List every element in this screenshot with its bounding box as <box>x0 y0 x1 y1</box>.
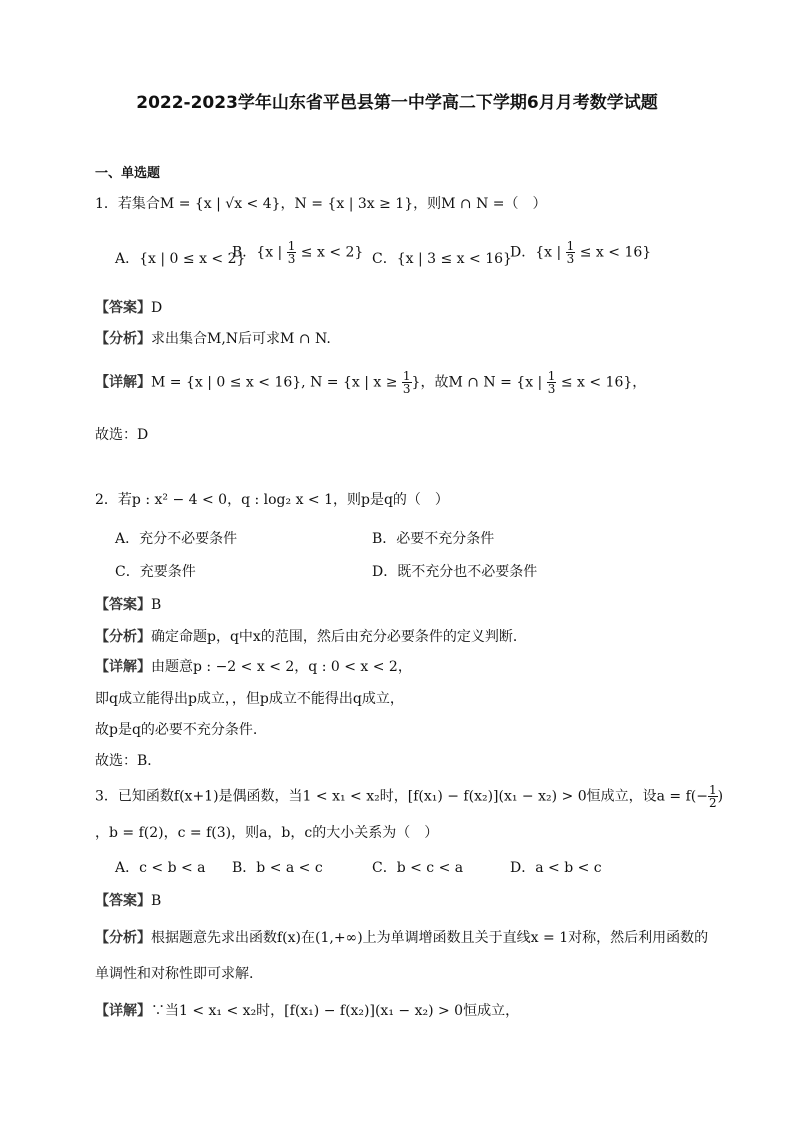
fraction: $\frac{1}{3}$ <box>547 369 556 396</box>
q2-detail: 【详解】由题意p : −2 < x < 2，q : 0 < x < 2， <box>95 659 412 675</box>
q1-option-b: B．{x | $\frac{1}{3}$ ≤ x < 2} <box>232 239 364 266</box>
q1-choose: 故选：D <box>95 427 149 443</box>
q2-detail-line3: 故p是q的必要不充分条件. <box>95 722 258 738</box>
q1-option-a: A．{x | 0 ≤ x < 2} <box>115 251 246 267</box>
q2-stem: 2．若p : x² − 4 < 0，q : log₂ x < 1，则p是q的（ ） <box>95 492 449 508</box>
q2-choose: 故选：B． <box>95 753 162 769</box>
q1-option-d: D．{x | $\frac{1}{3}$ ≤ x < 16} <box>510 239 652 266</box>
q3-answer: 【答案】B <box>95 893 162 909</box>
q2-option-c: C．充要条件 <box>115 564 196 580</box>
q3-option-b: B．b < a < c <box>232 860 323 876</box>
q3-analysis: 【分析】根据题意先求出函数f(x)在(1,+∞)上为单调增函数且关于直线x = 1对称，然后利用函数的 <box>95 930 709 946</box>
fraction: $\frac{1}{3}$ <box>402 369 411 396</box>
q3-stem: 3．已知函数f(x+1)是偶函数，当1 < x₁ < x₂时，[f(x₁) − f(x₂)](x₁ − x₂) > 0恒成立，设a = f(− $\frac{1}{2}$ ) <box>95 783 724 810</box>
q2-analysis: 【分析】确定命题p，q中x的范围，然后由充分必要条件的定义判断． <box>95 629 527 645</box>
q3-stem-line2: ，b = f(2)，c = f(3)，则a，b，c的大小关系为（ ） <box>95 825 439 841</box>
page-title: 2022-2023学年山东省平邑县第一中学高二下学期6月月考数学试题 <box>136 93 658 113</box>
q2-option-b: B．必要不充分条件 <box>372 531 495 547</box>
q1-detail: 【详解】M = {x | 0 ≤ x < 16}, N = {x | x ≥ $\frac{1}{3}$ }，故M ∩ N = {x | $\frac{1}{3}$ ≤ x < 16}， <box>95 369 647 396</box>
fraction: $\frac{1}{3}$ <box>566 239 575 266</box>
q3-option-c: C．b < c < a <box>372 860 464 876</box>
q3-option-a: A．c < b < a <box>115 860 206 876</box>
q3-detail: 【详解】∵当1 < x₁ < x₂时，[f(x₁) − f(x₂)](x₁ − x₂) > 0恒成立， <box>95 1003 520 1019</box>
fraction: $\frac{1}{3}$ <box>287 239 296 266</box>
q1-option-c: C．{x | 3 ≤ x < 16} <box>372 251 512 267</box>
q3-analysis-line2: 单调性和对称性即可求解. <box>95 966 254 982</box>
q1-analysis: 【分析】求出集合M,N后可求M ∩ N. <box>95 331 331 347</box>
section-heading: 一、单选题 <box>95 166 161 181</box>
q2-answer: 【答案】B <box>95 597 162 613</box>
q1-answer: 【答案】D <box>95 300 163 316</box>
q2-option-a: A．充分不必要条件 <box>115 531 238 547</box>
fraction: $\frac{1}{2}$ <box>708 783 717 810</box>
q2-detail-line2: 即q成立能得出p成立，，但p成立不能得出q成立， <box>95 691 404 707</box>
q2-option-d: D．既不充分也不必要条件 <box>372 564 538 580</box>
q1-stem: 1．若集合M = {x | √x < 4}，N = {x | 3x ≥ 1}，则M ∩ N =（ ） <box>95 196 547 212</box>
q3-option-d: D．a < b < c <box>510 860 602 876</box>
